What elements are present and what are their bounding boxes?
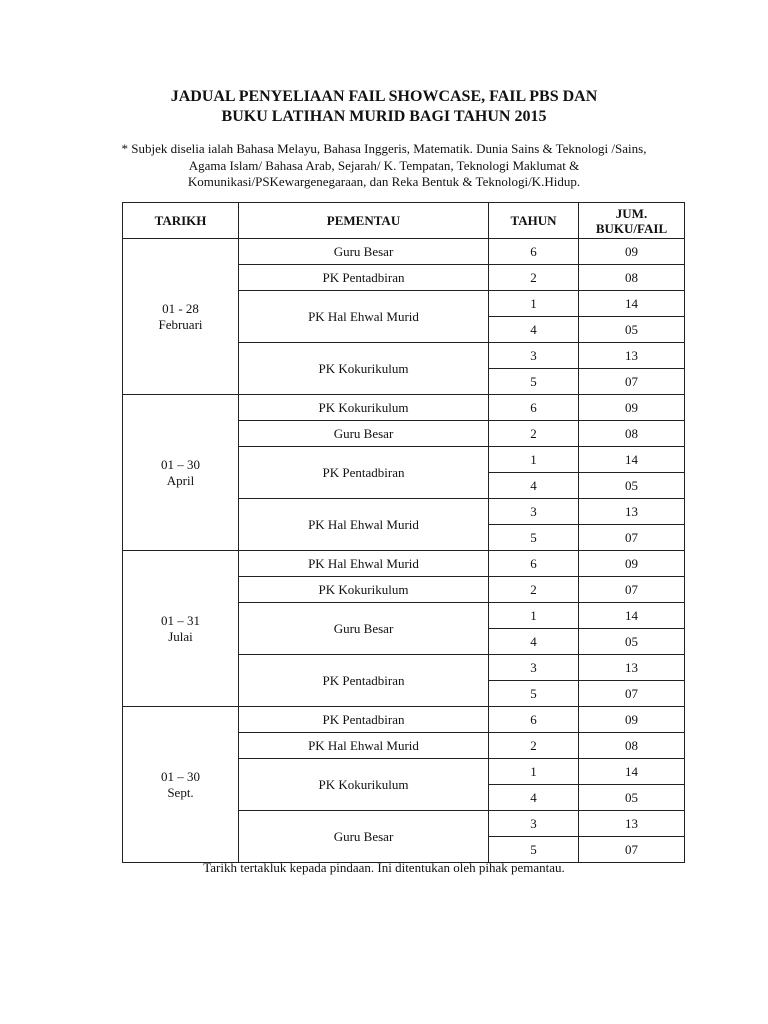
date-month: Februari bbox=[158, 316, 203, 332]
date-cell bbox=[123, 395, 239, 551]
jum-cell: 09 bbox=[579, 395, 685, 421]
jum-cell: 14 bbox=[579, 759, 685, 785]
pementau-cell: PK Kokurikulum bbox=[239, 395, 489, 421]
schedule-body bbox=[123, 239, 685, 863]
note-line-2: Agama Islam/ Bahasa Arab, Sejarah/ K. Tempatan, Teknologi Maklumat & bbox=[188, 157, 580, 173]
schedule-table bbox=[122, 202, 685, 863]
tahun-cell: 3 bbox=[489, 811, 579, 837]
tahun-cell: 5 bbox=[489, 525, 579, 551]
footer-note: Tarikh tertakluk kepada pindaan. Ini ditentukan oleh pihak pemantau. bbox=[203, 860, 565, 875]
tahun-cell: 5 bbox=[489, 681, 579, 707]
header-jum-line-1: JUM. bbox=[615, 205, 648, 221]
tahun-cell: 4 bbox=[489, 473, 579, 499]
tahun-cell: 5 bbox=[489, 369, 579, 395]
table-row bbox=[123, 239, 685, 265]
date-cell bbox=[123, 551, 239, 707]
tahun-cell: 2 bbox=[489, 577, 579, 603]
pementau-cell: Guru Besar bbox=[239, 603, 489, 655]
header-tarikh: TARIKH bbox=[123, 203, 239, 239]
table-row bbox=[123, 551, 685, 577]
tahun-cell: 6 bbox=[489, 707, 579, 733]
pementau-cell: PK Pentadbiran bbox=[239, 447, 489, 499]
title-line-2: BUKU LATIHAN MURID BAGI TAHUN 2015 bbox=[221, 108, 547, 125]
tahun-cell: 3 bbox=[489, 655, 579, 681]
pementau-cell: PK Hal Ehwal Murid bbox=[239, 291, 489, 343]
pementau-cell: Guru Besar bbox=[239, 239, 489, 265]
pementau-cell: PK Hal Ehwal Murid bbox=[239, 733, 489, 759]
pementau-cell: PK Kokurikulum bbox=[239, 577, 489, 603]
jum-cell: 05 bbox=[579, 629, 685, 655]
date-month: Julai bbox=[168, 628, 193, 644]
header-jum-line-2: BUKU/FAIL bbox=[595, 220, 668, 236]
pementau-cell: Guru Besar bbox=[239, 811, 489, 863]
tahun-cell: 2 bbox=[489, 421, 579, 447]
tahun-cell: 4 bbox=[489, 317, 579, 343]
jum-cell: 07 bbox=[579, 525, 685, 551]
tahun-cell: 6 bbox=[489, 239, 579, 265]
jum-cell: 09 bbox=[579, 551, 685, 577]
jum-cell: 07 bbox=[579, 681, 685, 707]
jum-cell: 05 bbox=[579, 317, 685, 343]
header-pementau: PEMENTAU bbox=[239, 203, 489, 239]
jum-cell: 14 bbox=[579, 603, 685, 629]
tahun-cell: 2 bbox=[489, 733, 579, 759]
date-range: 01 – 30 bbox=[161, 456, 200, 472]
jum-cell: 13 bbox=[579, 655, 685, 681]
note-line-3: Komunikasi/PSKewargenegaraan, dan Reka Bentuk & Teknologi/K.Hidup. bbox=[187, 174, 581, 189]
jum-cell: 07 bbox=[579, 369, 685, 395]
jum-cell: 14 bbox=[579, 447, 685, 473]
jum-cell: 05 bbox=[579, 473, 685, 499]
tahun-cell: 1 bbox=[489, 447, 579, 473]
jum-cell: 13 bbox=[579, 811, 685, 837]
pementau-cell: Guru Besar bbox=[239, 421, 489, 447]
jum-cell: 14 bbox=[579, 291, 685, 317]
jum-cell: 09 bbox=[579, 707, 685, 733]
jum-cell: 08 bbox=[579, 265, 685, 291]
jum-cell: 09 bbox=[579, 239, 685, 265]
table-row bbox=[123, 707, 685, 733]
document-title bbox=[0, 87, 768, 127]
pementau-cell: PK Pentadbiran bbox=[239, 707, 489, 733]
tahun-cell: 5 bbox=[489, 837, 579, 863]
pementau-cell: PK Kokurikulum bbox=[239, 343, 489, 395]
tahun-cell: 2 bbox=[489, 265, 579, 291]
header-tahun: TAHUN bbox=[489, 203, 579, 239]
jum-cell: 13 bbox=[579, 343, 685, 369]
jum-cell: 05 bbox=[579, 785, 685, 811]
pementau-cell: PK Hal Ehwal Murid bbox=[239, 499, 489, 551]
pementau-cell: PK Pentadbiran bbox=[239, 265, 489, 291]
date-month: Sept. bbox=[167, 784, 194, 800]
tahun-cell: 3 bbox=[489, 499, 579, 525]
date-range: 01 - 28 bbox=[162, 300, 199, 316]
pementau-cell: PK Kokurikulum bbox=[239, 759, 489, 811]
tahun-cell: 3 bbox=[489, 343, 579, 369]
date-range: 01 – 30 bbox=[161, 768, 200, 784]
date-month: April bbox=[166, 472, 195, 488]
tahun-cell: 6 bbox=[489, 551, 579, 577]
tahun-cell: 4 bbox=[489, 785, 579, 811]
tahun-cell: 6 bbox=[489, 395, 579, 421]
jum-cell: 13 bbox=[579, 499, 685, 525]
tahun-cell: 1 bbox=[489, 759, 579, 785]
tahun-cell: 4 bbox=[489, 629, 579, 655]
title-line-1: JADUAL PENYELIAAN FAIL SHOWCASE, FAIL PBS DAN bbox=[170, 88, 598, 105]
jum-cell: 08 bbox=[579, 733, 685, 759]
date-cell bbox=[123, 239, 239, 395]
pementau-cell: PK Pentadbiran bbox=[239, 655, 489, 707]
table-header-row bbox=[123, 203, 685, 239]
date-cell bbox=[123, 707, 239, 863]
header-jum-buku-fail bbox=[579, 203, 685, 239]
note-line-1: * Subjek diselia ialah Bahasa Melayu, Bahasa Inggeris, Matematik. Dunia Sains & Teknologi /Sains, bbox=[121, 141, 647, 156]
date-range: 01 – 31 bbox=[161, 612, 200, 628]
pementau-cell: PK Hal Ehwal Murid bbox=[239, 551, 489, 577]
jum-cell: 08 bbox=[579, 421, 685, 447]
table-row bbox=[123, 395, 685, 421]
jum-cell: 07 bbox=[579, 837, 685, 863]
tahun-cell: 1 bbox=[489, 603, 579, 629]
tahun-cell: 1 bbox=[489, 291, 579, 317]
subject-note bbox=[0, 141, 768, 191]
jum-cell: 07 bbox=[579, 577, 685, 603]
